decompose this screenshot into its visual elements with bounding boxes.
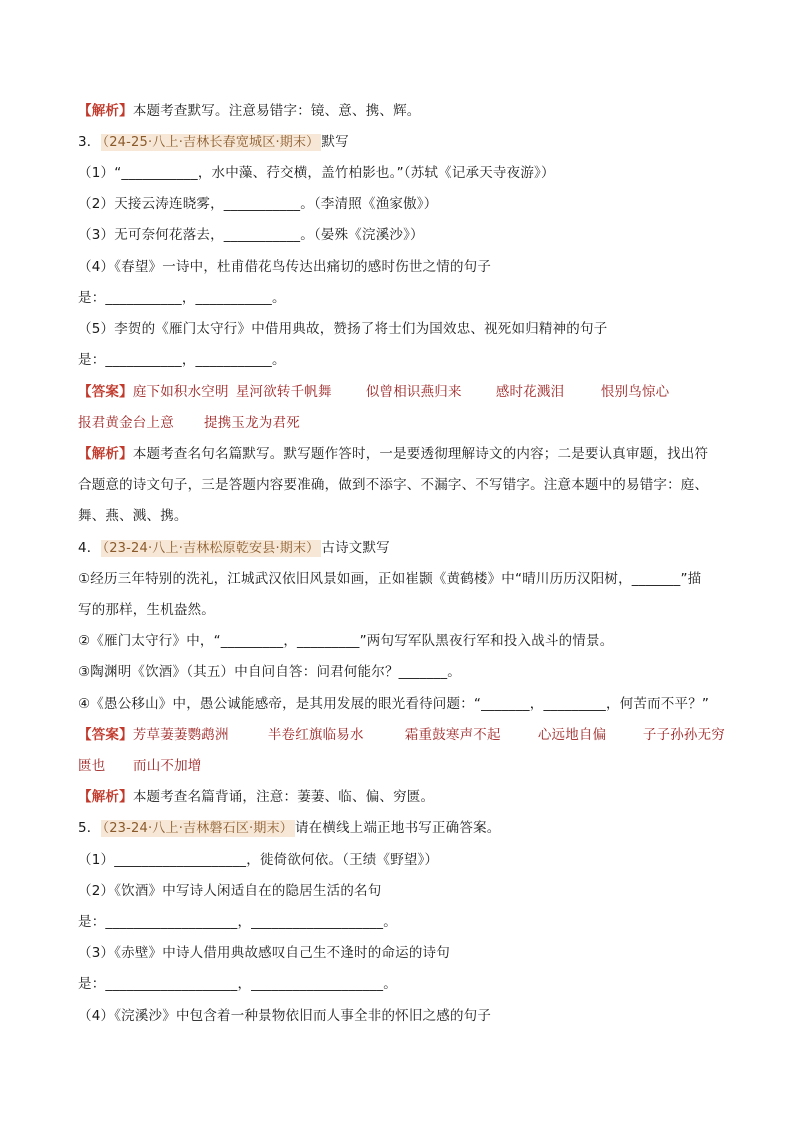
question-title: 请在横线上端正地书写正确答案。 xyxy=(294,820,501,836)
analysis-text: 本题考查名篇背诵，注意：萋萋、临、偏、穷匮。 xyxy=(132,789,435,805)
analysis-line-q4 xyxy=(78,788,434,806)
answer-item: 匮也 xyxy=(78,758,106,774)
answer-line-q4-cont xyxy=(78,757,202,775)
question-line: （3）无可奈何花落去，___________。（晏殊《浣溪沙》） xyxy=(78,227,424,243)
question-line: ③陶渊明《饮酒》（其五）中自问自答：问君何能尔？_______。 xyxy=(78,664,462,680)
answer-line-q3-cont xyxy=(78,414,300,432)
analysis-line: 合题意的诗文句子，三是答题内容要准确，做到不添字、不漏字、不写错字。注意本题中的易错字：庭、 xyxy=(78,477,709,493)
question-title: 古诗文默写 xyxy=(321,540,390,556)
question-number: 3． xyxy=(78,134,101,150)
answer-item: 半卷红旗临易水 xyxy=(267,727,364,743)
answer-item: 芳草萋萋鹦鹉洲 xyxy=(132,727,229,743)
question-line: （4）《春望》一诗中，杜甫借花鸟传达出痛切的感时伤世之情的句子 xyxy=(78,259,492,275)
analysis-line-q2 xyxy=(78,102,421,120)
analysis-text: 本题考查名句名篇默写。默写题作答时，一是要透彻理解诗文的内容；二是要认真审题，找出符 xyxy=(132,446,709,462)
analysis-tag: 【解析】 xyxy=(78,789,133,805)
question-line: 是：___________，___________。 xyxy=(78,352,286,368)
question-number: 4． xyxy=(78,540,101,556)
question-line: ②《雁门太守行》中，“_________，_________”两句写军队黑夜行军和投入战斗的情景。 xyxy=(78,633,614,649)
question-line: 写的那样，生机盎然。 xyxy=(78,602,215,618)
answer-tag: 【答案】 xyxy=(78,727,133,743)
question-source: （23-24·八上·吉林松原乾安县·期末） xyxy=(102,541,320,556)
question-source: （23-24·八上·吉林磐石区·期末） xyxy=(102,821,293,836)
answer-item: 感时花溅泪 xyxy=(495,384,565,400)
answer-item: 似曾相识燕归来 xyxy=(365,384,462,400)
question-line: 是：___________________，___________________。 xyxy=(78,914,397,930)
analysis-tag: 【解析】 xyxy=(78,446,133,462)
question-line: 是：___________，___________。 xyxy=(78,290,286,306)
question-line: （5）李贺的《雁门太守行》中借用典故，赞扬了将士们为国效忠、视死如归精神的句子 xyxy=(78,321,608,337)
answer-item: 恨别鸟惊心 xyxy=(600,384,670,400)
answer-item: 星河欲转千帆舞 xyxy=(235,384,332,400)
analysis-text: 本题考查默写。注意易错字：镜、意、携、辉。 xyxy=(132,103,421,119)
question-line: （1）“___________，水中藻、荇交横，盖竹柏影也。”（苏轼《记承天寺夜游》） xyxy=(78,165,555,181)
question-line: ①经历三年特别的洗礼，江城武汉依旧风景如画，正如崔颢《黄鹤楼》中“晴川历历汉阳树，_______”描 xyxy=(78,571,702,587)
question-line: （1）___________________，徙倚欲何依。（王绩《野望》） xyxy=(78,852,439,868)
question-number: 5． xyxy=(78,820,101,836)
answer-item: 庭下如积水空明 xyxy=(132,384,229,400)
question-line: （3）《赤壁》中诗人借用典故感叹自己生不逢时的命运的诗句 xyxy=(78,945,450,961)
answer-tag: 【答案】 xyxy=(78,384,133,400)
analysis-line: 舞、燕、溅、携。 xyxy=(78,508,188,524)
analysis-tag: 【解析】 xyxy=(78,103,133,119)
answer-line-q3 xyxy=(78,383,669,401)
answer-line-q4 xyxy=(78,726,725,744)
answer-item: 提携玉龙为君死 xyxy=(204,415,300,431)
question-title: 默写 xyxy=(321,134,349,150)
question-line: （2）《饮酒》中写诗人闲适自在的隐居生活的名句 xyxy=(78,883,382,899)
question-source: （24-25·八上·吉林长春宽城区·期末） xyxy=(102,135,320,150)
question-3-header xyxy=(78,133,349,152)
question-line: （2）天接云涛连晓雾，___________。（李清照《渔家傲》） xyxy=(78,196,438,212)
question-line: ④《愚公移山》中，愚公诚能感帝，是其用发展的眼光看待问题：“_______，_________，何苦而不平？” xyxy=(78,696,710,712)
answer-item: 心远地自偏 xyxy=(537,727,607,743)
question-5-header xyxy=(78,819,500,838)
analysis-line-q3 xyxy=(78,445,708,463)
answer-item: 霜重鼓寒声不起 xyxy=(404,727,501,743)
answer-item: 报君黄金台上意 xyxy=(78,415,174,431)
question-4-header xyxy=(78,539,390,558)
answer-item: 子子孙孙无穷 xyxy=(642,727,726,743)
question-line: 是：___________________，___________________。 xyxy=(78,976,397,992)
answer-item: 而山不加增 xyxy=(133,758,202,774)
question-line: （4）《浣溪沙》中包含着一种景物依旧而人事全非的怀旧之感的句子 xyxy=(78,1008,492,1024)
